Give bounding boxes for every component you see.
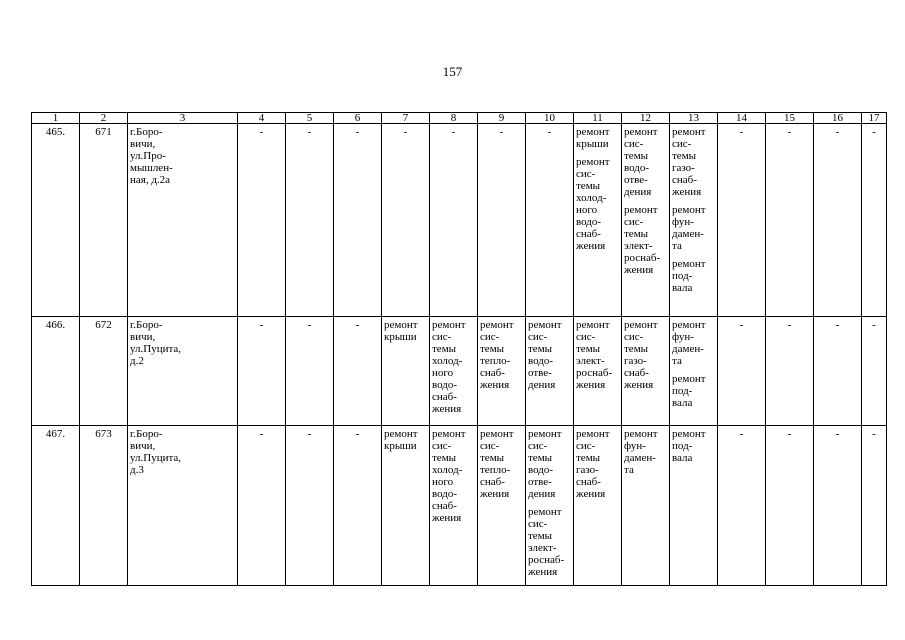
work-item: ремонт сис- темы холод- ного водо- снаб- жения [432,319,466,415]
work-item: ремонт сис- темы газо- снаб- жения [576,428,610,500]
address-cell: г.Боро- вичи, ул.Про- мышлен- ная, д.2а [128,124,238,317]
header-cell: 1 [32,113,80,124]
header-cell: 6 [334,113,382,124]
work-item: ремонт крыши [384,428,418,452]
header-cell: 5 [286,113,334,124]
work-item: ремонт крыши [576,126,610,150]
header-cell: 13 [670,113,718,124]
empty-cell: - [478,124,526,317]
building-id: 673 [80,426,128,586]
work-cell [478,317,526,426]
work-cell [670,317,718,426]
work-item: ремонт фун- дамен- та [624,428,658,476]
empty-cell: - [526,124,574,317]
work-cell [526,317,574,426]
header-cell: 15 [766,113,814,124]
building-id: 672 [80,317,128,426]
row-number: 466. [32,317,80,426]
work-cell [430,426,478,586]
empty-cell: - [862,426,887,586]
empty-cell: - [814,124,862,317]
work-item: ремонт фун- дамен- та [672,204,706,252]
table-row [32,426,887,586]
empty-cell: - [334,124,382,317]
header-cell: 8 [430,113,478,124]
empty-cell: - [430,124,478,317]
work-cell [574,124,622,317]
work-cell [382,426,430,586]
empty-cell: - [718,124,766,317]
work-item: ремонт крыши [384,319,418,343]
work-cell [382,317,430,426]
work-item: ремонт фун- дамен- та [672,319,706,367]
work-item: ремонт сис- темы элект- роснаб- жения [576,319,613,391]
work-item: ремонт под- вала [672,428,706,464]
header-cell: 11 [574,113,622,124]
work-item: ремонт под- вала [672,373,706,409]
work-cell [478,426,526,586]
empty-cell: - [814,317,862,426]
work-item: ремонт сис- темы водо- отве- дения [624,126,658,198]
header-cell: 4 [238,113,286,124]
header-cell: 2 [80,113,128,124]
work-item: ремонт сис- темы газо- снаб- жения [672,126,706,198]
building-id: 671 [80,124,128,317]
empty-cell: - [286,317,334,426]
empty-cell: - [286,426,334,586]
work-item: ремонт сис- темы холод- ного водо- снаб- жения [432,428,466,524]
empty-cell: - [238,426,286,586]
header-cell: 3 [128,113,238,124]
work-cell [622,426,670,586]
header-cell: 17 [862,113,887,124]
empty-cell: - [382,124,430,317]
work-cell [622,317,670,426]
work-cell [574,426,622,586]
header-cell: 16 [814,113,862,124]
work-cell [670,124,718,317]
row-number: 467. [32,426,80,586]
empty-cell: - [718,317,766,426]
work-cell [526,426,574,586]
table-row [32,124,887,317]
header-cell: 14 [718,113,766,124]
empty-cell: - [814,426,862,586]
empty-cell: - [862,317,887,426]
work-cell [574,317,622,426]
header-cell: 9 [478,113,526,124]
empty-cell: - [286,124,334,317]
repair-schedule-table [31,112,887,586]
empty-cell: - [766,426,814,586]
work-item: ремонт под- вала [672,258,706,294]
work-item: ремонт сис- темы газо- снаб- жения [624,319,658,391]
work-item: ремонт сис- темы тепло- снаб- жения [480,319,514,391]
empty-cell: - [766,124,814,317]
address-cell: г.Боро- вичи, ул.Пуцита, д.2 [128,317,238,426]
column-number-header [32,113,887,124]
empty-cell: - [862,124,887,317]
header-cell: 12 [622,113,670,124]
work-item: ремонт сис- темы водо- отве- дения [528,319,562,391]
empty-cell: - [238,124,286,317]
work-item: ремонт сис- темы элект- роснаб- жения [624,204,661,276]
empty-cell: - [238,317,286,426]
empty-cell: - [718,426,766,586]
work-item: ремонт сис- темы элект- роснаб- жения [528,506,565,578]
empty-cell: - [766,317,814,426]
header-cell: 10 [526,113,574,124]
work-item: ремонт сис- темы водо- отве- дения [528,428,562,500]
work-item: ремонт сис- темы тепло- снаб- жения [480,428,514,500]
work-cell [430,317,478,426]
row-number: 465. [32,124,80,317]
empty-cell: - [334,317,382,426]
table-row [32,317,887,426]
page-number: 157 [442,64,463,79]
address-cell: г.Боро- вичи, ул.Пуцита, д.3 [128,426,238,586]
empty-cell: - [334,426,382,586]
work-cell [670,426,718,586]
header-cell: 7 [382,113,430,124]
work-item: ремонт сис- темы холод- ного водо- снаб- жения [576,156,610,252]
work-cell [622,124,670,317]
